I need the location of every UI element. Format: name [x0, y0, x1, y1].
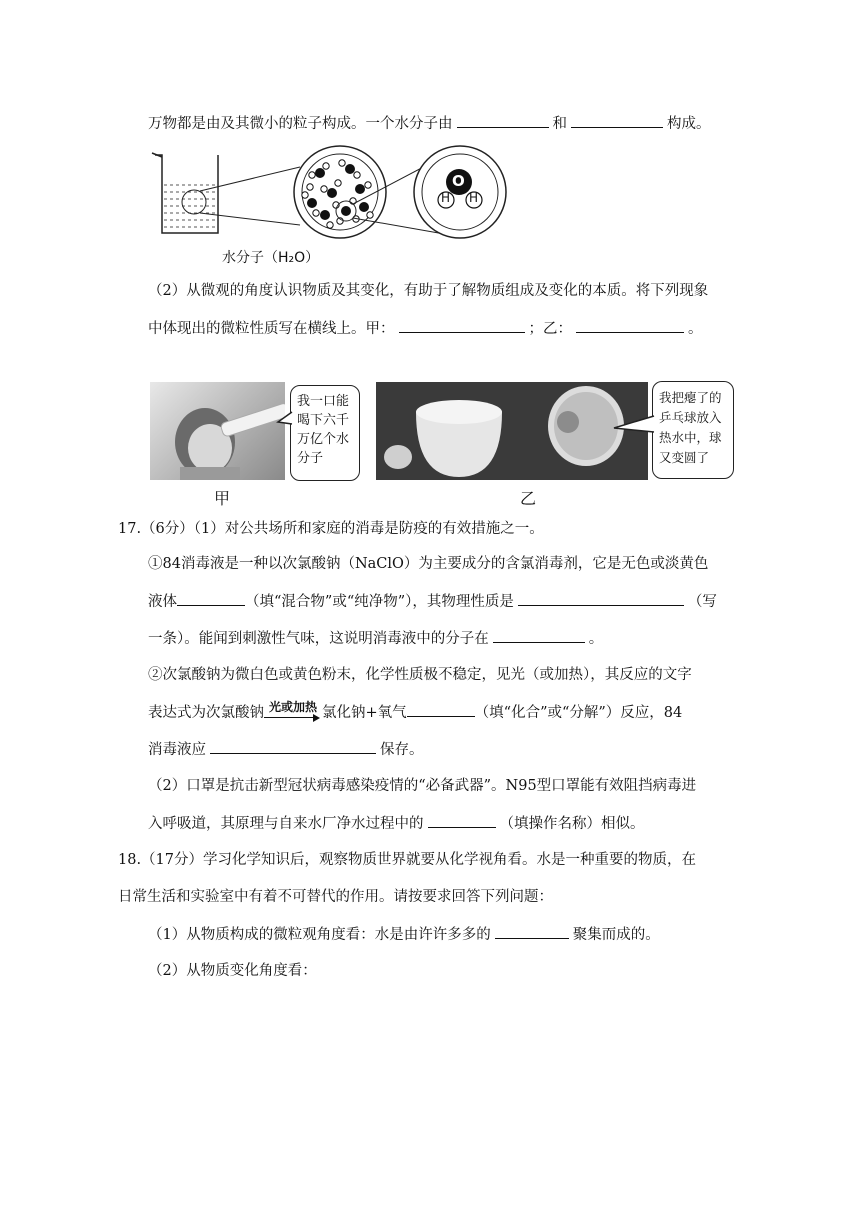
question-line	[148, 317, 703, 340]
q17-line	[148, 627, 603, 650]
question-text: ；乙：	[528, 321, 572, 337]
circled-number: ②	[148, 667, 163, 683]
reaction-arrow-icon	[264, 702, 322, 724]
q17-text: （填操作名称）相似。	[499, 816, 645, 832]
intro-text: 万物都是由及其微小的粒子构成。一个水分子由	[148, 116, 453, 132]
blank	[177, 590, 245, 606]
circled-number: ①	[148, 556, 163, 572]
caption-yi: 乙	[520, 489, 537, 508]
blank	[407, 701, 475, 717]
q17-text: 表达式为次氯酸钠	[148, 705, 264, 721]
q17-line	[148, 812, 645, 835]
oxygen-atom-label: O	[452, 172, 465, 190]
q18-heading: 18.（17分）学习化学知识后，观察物质世界就要从化学视角看。水是一种重要的物质，在	[118, 852, 697, 868]
q17-line	[148, 590, 717, 613]
bubble-text: 我一口能喝下六千万亿个水分子	[297, 394, 350, 466]
q17-heading: 17.（6分）（1）对公共场所和家庭的消毒是防疫的有效措施之一。	[118, 521, 544, 537]
q17-text: 保存。	[380, 742, 424, 758]
photo-jia	[150, 382, 285, 480]
caption-jia: 甲	[214, 489, 231, 508]
blank	[493, 627, 585, 643]
blank	[571, 112, 663, 128]
blank	[428, 812, 496, 828]
q18-line: 日常生活和实验室中有着不可替代的作用。请按要求回答下列问题：	[118, 889, 553, 905]
blank	[576, 317, 684, 333]
blank	[495, 923, 569, 939]
q17-line	[148, 553, 708, 575]
q18-line: （2）从物质变化角度看：	[148, 963, 317, 979]
q18-line	[148, 923, 660, 946]
intro-text: 和	[552, 116, 567, 132]
q17-text: （填“化合”或“分解”）反应，84	[474, 705, 683, 721]
question-text: 。	[688, 321, 703, 337]
q18-text: 聚集而成的。	[572, 927, 660, 943]
hydrogen-atom-label: H	[469, 191, 479, 205]
q17-text: 。	[588, 631, 604, 647]
blank	[210, 738, 376, 754]
q17-text: 消毒液应	[148, 742, 206, 758]
q17-text: 84消毒液是一种以次氯酸钠（NaClO）为主要成分的含氯消毒剂，它是无色或淡黄色	[162, 556, 709, 572]
q17-line: （2）口罩是抗击新型冠状病毒感染疫情的“必备武器”。N95型口罩能有效阻挡病毒进	[148, 778, 697, 794]
q17-text: 入呼吸道，其原理与自来水厂净水过程中的	[148, 816, 424, 832]
q17-line	[148, 664, 692, 686]
speech-bubble-jia	[290, 385, 360, 481]
hydrogen-atom-label: H	[441, 191, 451, 205]
q17-text: 一条）。能闻到刺激性气味，这说明消毒液中的分子在	[148, 631, 489, 647]
q17-text: 氯化钠+氧气	[322, 705, 407, 721]
question-line: （2）从微观的角度认识物质及其变化，有助于了解物质组成及变化的本质。将下列现象	[148, 283, 709, 299]
blank	[457, 112, 549, 128]
bubble-tail-icon	[612, 414, 656, 438]
q17-text: （填“混合物”或“纯净物”），其物理性质是	[245, 594, 514, 610]
intro-line	[148, 112, 711, 135]
bubble-text: 我把瘪了的乒乓球放入热水中，球又变圆了	[659, 390, 722, 465]
q18-text: （1）从物质构成的微粒观角度看：水是由许许多多的	[148, 927, 491, 943]
q17-text: 液体	[148, 594, 177, 610]
speech-bubble-yi	[652, 381, 734, 479]
photo-yi	[376, 382, 648, 480]
q17-line	[148, 701, 682, 724]
blank	[399, 317, 525, 333]
intro-text: 构成。	[667, 116, 711, 132]
reaction-condition: 光或加热	[268, 700, 317, 714]
q17-text: （写	[687, 594, 717, 610]
water-molecule-figure	[150, 145, 520, 245]
q17-line	[148, 738, 424, 761]
blank	[518, 590, 684, 606]
bubble-tail-icon	[276, 410, 296, 430]
figure-caption: 水分子（H₂O）	[222, 250, 320, 266]
q17-text: 次氯酸钠为微白色或黄色粉末，化学性质极不稳定，见光（或加热），其反应的文字	[162, 667, 692, 683]
question-text: 中体现出的微粒性质写在横线上。甲：	[148, 321, 395, 337]
